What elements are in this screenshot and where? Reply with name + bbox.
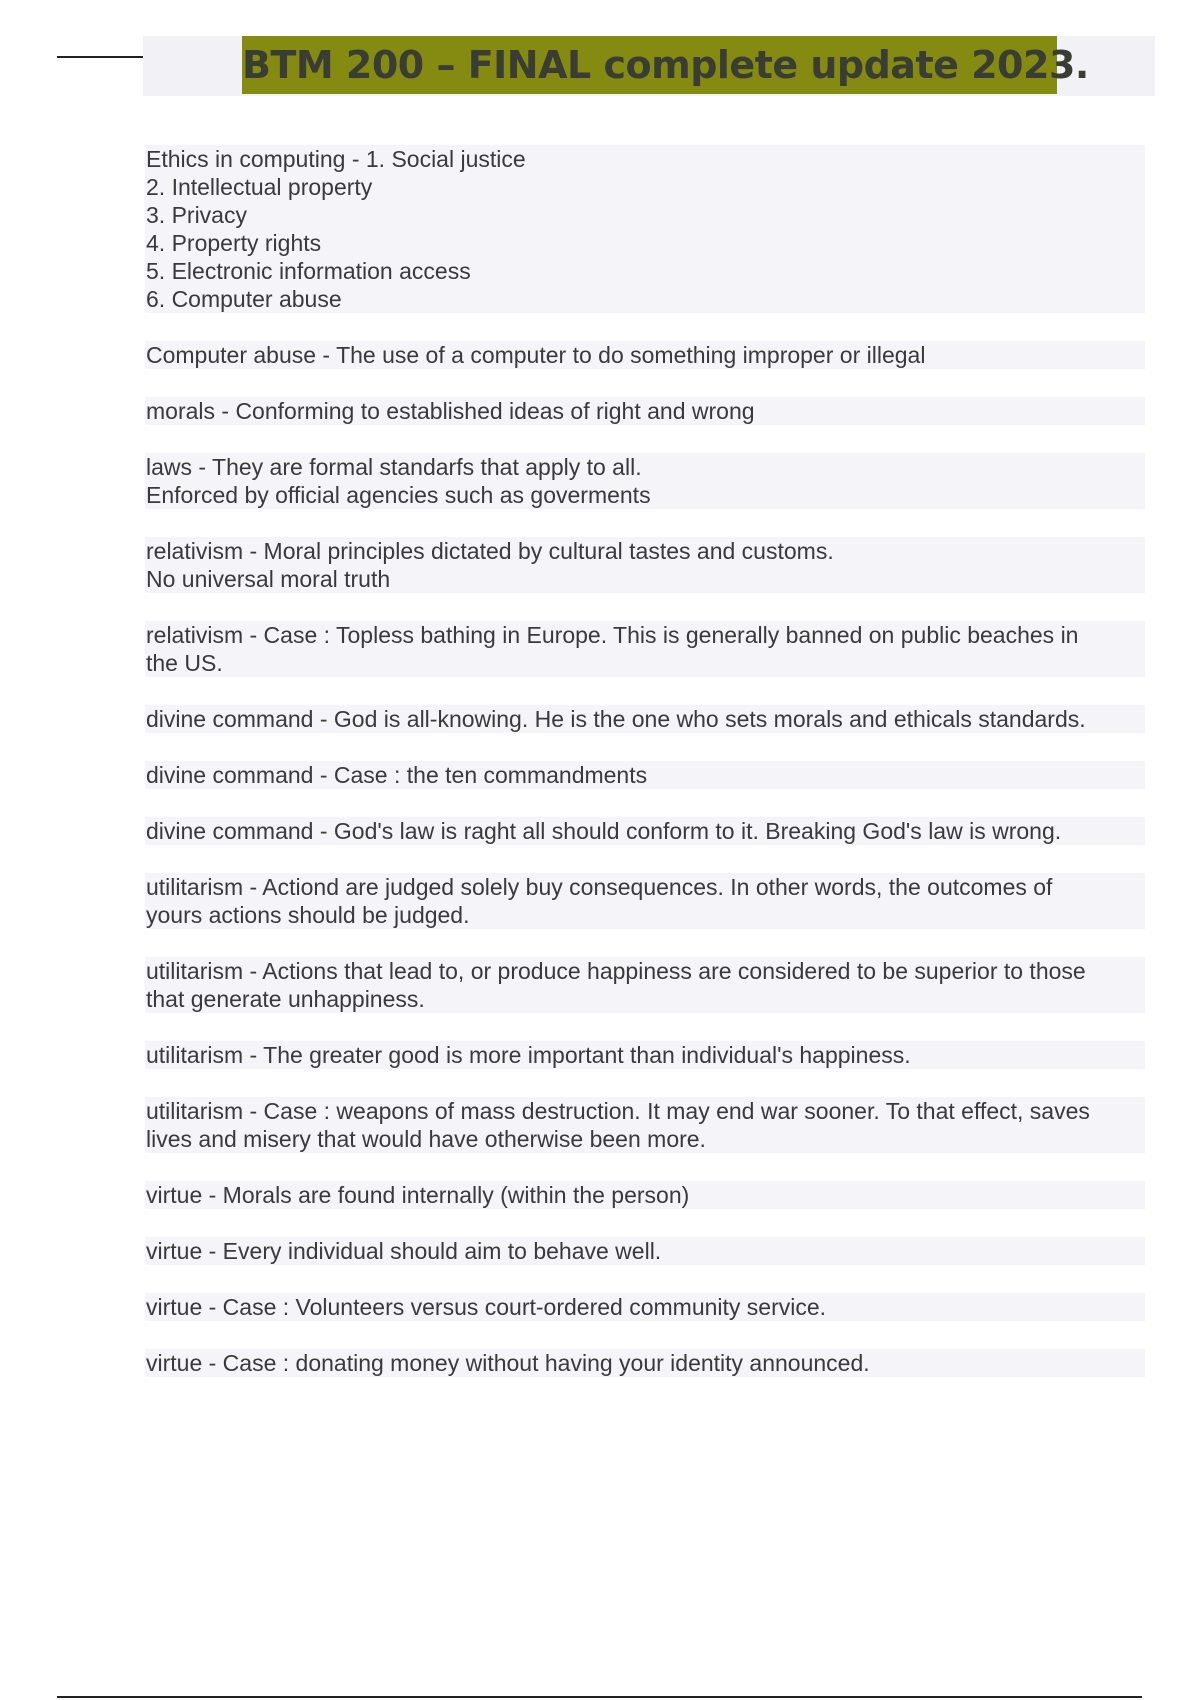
entry-ethics-in-computing: Ethics in computing - 1. Social justice 2. Intellectual property 3. Privacy 4. Property rights 5. Electronic information access 6. Computer abuse [145, 145, 1145, 313]
page-title: BTM 200 – FINAL complete update 2023. [242, 43, 1089, 87]
entry-divine-command-law: divine command - God's law is raght all should conform to it. Breaking God's law is wrong. [145, 817, 1145, 845]
entry-morals: morals - Conforming to established ideas of right and wrong [145, 397, 1145, 425]
entry-relativism-case: relativism - Case : Topless bathing in Europe. This is generally banned on public beaches in the US. [145, 621, 1145, 677]
top-left-rule [57, 56, 143, 58]
bottom-rule [57, 1696, 1142, 1698]
entry-virtue-behave: virtue - Every individual should aim to behave well. [145, 1237, 1145, 1265]
entry-utilitarism-consequences: utilitarism - Actiond are judged solely buy consequences. In other words, the outcomes of yours actions should be judged. [145, 873, 1145, 929]
entry-relativism-definition: relativism - Moral principles dictated by cultural tastes and customs. No universal moral truth [145, 537, 1145, 593]
entry-virtue-case-donating: virtue - Case : donating money without having your identity announced. [145, 1349, 1145, 1377]
entry-virtue-case-volunteers: virtue - Case : Volunteers versus court-ordered community service. [145, 1293, 1145, 1321]
entry-laws: laws - They are formal standarfs that apply to all. Enforced by official agencies such as goverments [145, 453, 1145, 509]
entry-utilitarism-case: utilitarism - Case : weapons of mass destruction. It may end war sooner. To that effect, saves lives and misery that would have otherwise been more. [145, 1097, 1145, 1153]
entry-utilitarism-happiness: utilitarism - Actions that lead to, or produce happiness are considered to be superior to those that generate unhappiness. [145, 957, 1145, 1013]
entry-utilitarism-greater-good: utilitarism - The greater good is more important than individual's happiness. [145, 1041, 1145, 1069]
entry-divine-command-definition: divine command - God is all-knowing. He is the one who sets morals and ethicals standards. [145, 705, 1145, 733]
entry-virtue-internal: virtue - Morals are found internally (within the person) [145, 1181, 1145, 1209]
entry-computer-abuse: Computer abuse - The use of a computer to do something improper or illegal [145, 341, 1145, 369]
document-body [145, 145, 1145, 1405]
entry-divine-command-case: divine command - Case : the ten commandments [145, 761, 1145, 789]
